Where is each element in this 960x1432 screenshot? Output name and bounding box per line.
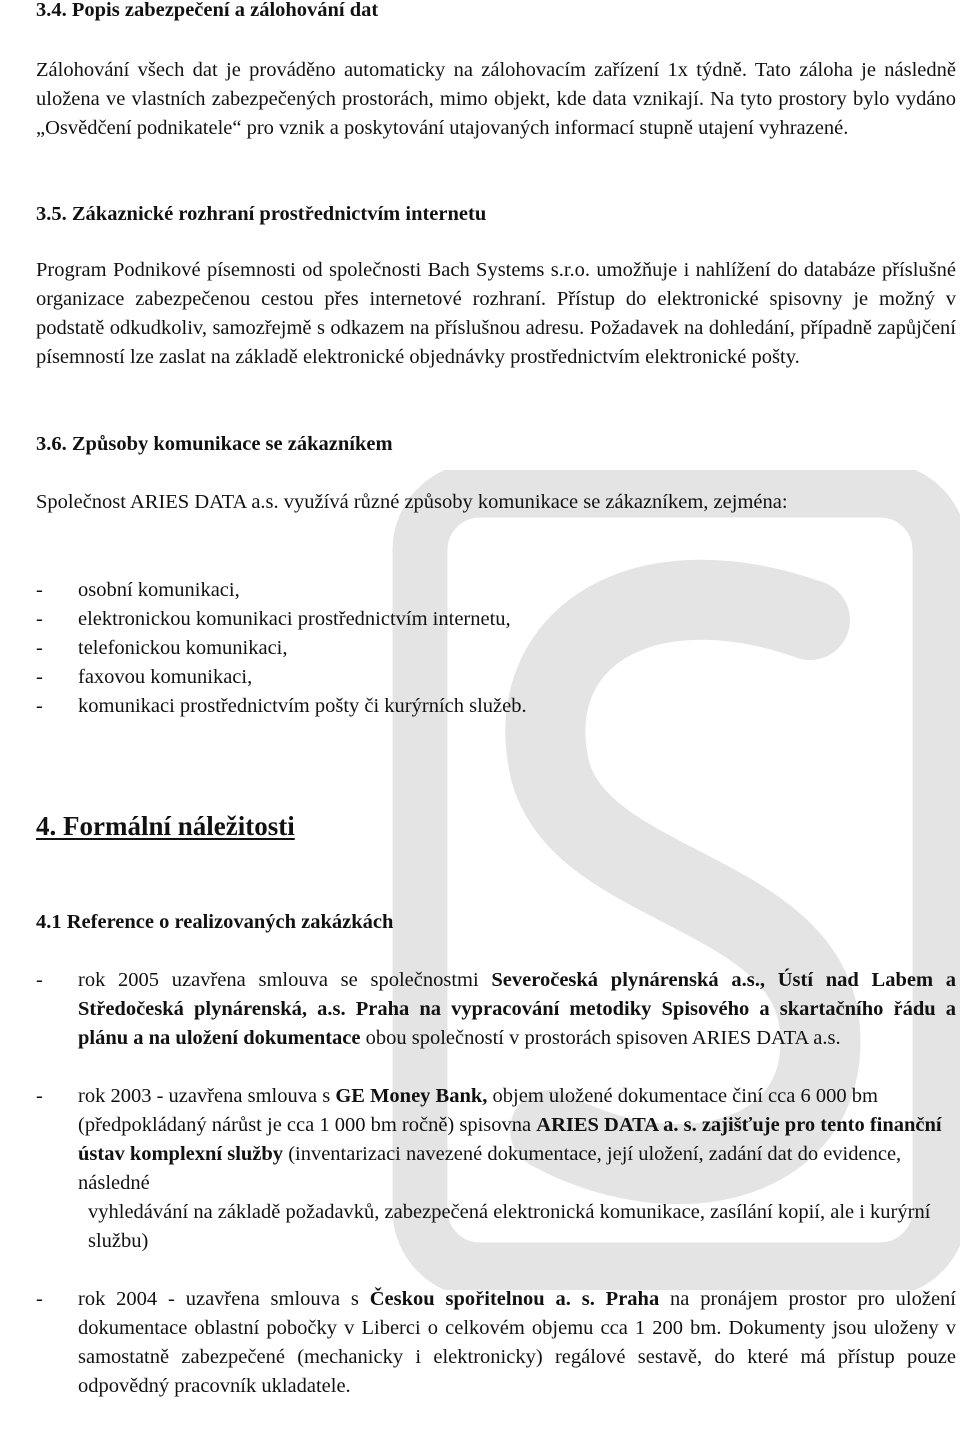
section-3-4-paragraph: Zálohování všech dat je prováděno automaticky na zálohovacím zařízení 1x týdně. Tato záloha je následně uložena ve vlastních zabezpečených prostorách, mimo objekt, kde data vznikají. Na tyto prostory bylo vydáno „Osvědčení podnikatele“ pro vznik a poskytování utajovaných informací stupně utajení vyhrazené. xyxy=(36,59,956,139)
reference-text: rok 2003 - uzavřena smlouva s GE Money Bank, objem uložené dokumentace činí cca 6 000 bm (předpokládaný nárůst je cca 1 000 bm ročně) spisovna ARIES DATA a. s. zajišťuje pro tento finanční ústav komplexní služby (inventarizaci navezené dokumentace, její uložení, zadání dat do evidence, následné vyhledávání na základě požadavků, zabezpečená elektronická komunikace, zasílání kopií, ale i kurýrní službu) xyxy=(78,1085,942,1252)
section-heading-3-6: 3.6. Způsoby komunikace se zákazníkem xyxy=(36,433,393,455)
list-item-text: osobní komunikaci, xyxy=(78,579,240,601)
list-item xyxy=(36,605,936,634)
list-item xyxy=(36,634,936,663)
list-item xyxy=(36,692,936,721)
reference-item xyxy=(36,1082,956,1256)
list-dash: - xyxy=(36,666,43,688)
list-item-text: faxovou komunikaci, xyxy=(78,666,253,688)
reference-list xyxy=(36,966,956,1430)
chapter-heading-4: 4. Formální náležitosti xyxy=(36,811,295,841)
list-item xyxy=(36,663,936,692)
reference-item xyxy=(36,1285,956,1401)
section-3-6-intro: Společnost ARIES DATA a.s. využívá různé způsoby komunikace se zákazníkem, zejména: xyxy=(36,491,788,513)
list-item-text: komunikaci prostřednictvím pošty či kurýrních služeb. xyxy=(78,695,527,717)
reference-item xyxy=(36,966,956,1053)
list-dash: - xyxy=(36,1085,43,1107)
list-dash: - xyxy=(36,695,43,717)
section-3-5-paragraph: Program Podnikové písemnosti od společnosti Bach Systems s.r.o. umožňuje i nahlížení do databáze příslušné organizace zabezpečenou cestou přes internetové rozhraní. Přístup do elektronické spisovny je možný v podstatě odkudkoliv, samozřejmě s odkazem na příslušnou adresu. Požadavek na dohledání, případně zapůjčení písemností lze zaslat na základě elektronické objednávky prostřednictvím elektronické pošty. xyxy=(36,259,956,368)
list-item-text: telefonickou komunikaci, xyxy=(78,637,288,659)
section-heading-3-4: 3.4. Popis zabezpečení a zálohování dat xyxy=(36,0,379,21)
list-dash: - xyxy=(36,608,43,630)
list-item xyxy=(36,576,936,605)
section-heading-3-5: 3.5. Zákaznické rozhraní prostřednictvím internetu xyxy=(36,203,487,225)
reference-text: rok 2004 - uzavřena smlouva s Českou spořitelnou a. s. Praha na pronájem prostor pro uložení dokumentace oblastní pobočky v Liberci o celkovém objemu cca 1 200 bm. Dokumenty jsou uloženy v samostatně zabezpečené (mechanicky i elektronicky) regálové sestavě, do které má přístup pouze odpovědný pracovník ukladatele. xyxy=(78,1288,957,1397)
section-heading-4-1: 4.1 Reference o realizovaných zakázkách xyxy=(36,911,394,933)
communication-list xyxy=(36,576,936,721)
list-dash: - xyxy=(36,579,43,601)
list-dash: - xyxy=(36,1288,43,1310)
list-dash: - xyxy=(36,969,43,991)
list-item-text: elektronickou komunikaci prostřednictvím internetu, xyxy=(78,608,511,630)
reference-text: rok 2005 uzavřena smlouva se společnostmi Severočeská plynárenská a.s., Ústí nad Labem a Středočeská plynárenská, a.s. Praha na vypracování metodiky Spisového a skartačního řádu a plánu a na uložení dokumentace obou společností v prostorách spisoven ARIES DATA a.s. xyxy=(78,969,957,1049)
list-dash: - xyxy=(36,637,43,659)
